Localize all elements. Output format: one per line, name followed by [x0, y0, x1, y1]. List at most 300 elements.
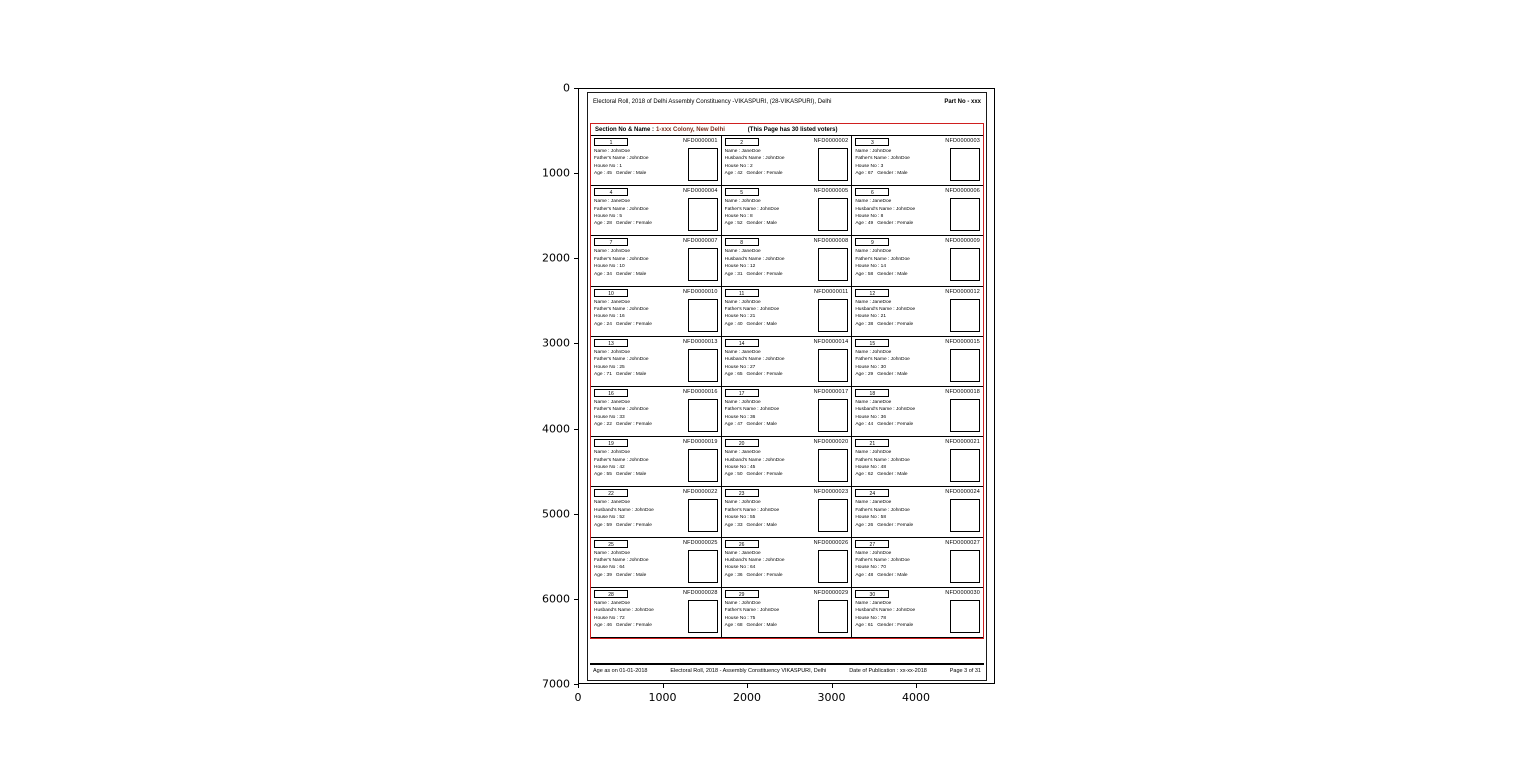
voter-name-line: Name : JohnDoe	[724, 400, 761, 405]
photo-placeholder	[950, 499, 980, 532]
relation-name-line: Father's Name : JohnDoe	[594, 357, 649, 363]
relation-name-line: Husband's Name : JohnDoe	[594, 507, 654, 513]
relation-name-line: Husband's Name : JohnDoe	[724, 558, 785, 564]
voter-fields	[855, 299, 915, 332]
relation-name-line: Father's Name : JohnDoe	[855, 457, 910, 463]
photo-placeholder	[818, 550, 848, 583]
x-tick-label: 1000	[648, 691, 677, 704]
relation-name-line: Father's Name : JohnDoe	[855, 507, 910, 513]
y-tick-label: 6000	[542, 592, 570, 606]
serial-number-box: 17	[725, 389, 759, 397]
photo-placeholder	[818, 600, 848, 633]
card-body	[725, 349, 849, 382]
photo-placeholder	[688, 399, 718, 432]
age-gender-line: Age : 49 Gender : Female	[855, 221, 914, 227]
serial-number-box: 23	[725, 489, 759, 497]
serial-number-box: 19	[594, 439, 628, 447]
relation-name-line: Father's Name : JohnDoe	[594, 307, 649, 313]
serial-number-box: 24	[855, 489, 889, 497]
y-tick-label: 1000	[542, 166, 570, 180]
voter-card	[852, 337, 983, 387]
age-gender-line: Age : 40 Gender : Male	[724, 321, 777, 327]
footer-center: Electoral Roll, 2018 - Assembly Constituency VIKASPURI, Delhi	[670, 668, 827, 674]
card-top-row	[855, 339, 980, 347]
house-number-line: House No : 25	[594, 364, 625, 370]
age-gender-line: Age : 24 Gender : Female	[594, 321, 652, 327]
card-top-row	[725, 289, 849, 297]
y-tick-mark	[574, 514, 578, 515]
y-tick-label: 7000	[542, 677, 570, 691]
x-tick-label: 4000	[902, 691, 930, 704]
voter-name-line: Name : JaneDoe	[855, 400, 892, 405]
age-gender-line: Age : 58 Gender : Male	[855, 271, 908, 277]
serial-number-box: 15	[855, 339, 889, 347]
photo-placeholder	[688, 198, 718, 231]
relation-name-line: Father's Name : JohnDoe	[855, 156, 910, 162]
serial-number-box: 30	[855, 590, 889, 598]
card-top-row	[594, 138, 718, 146]
house-number-line: House No : 33	[594, 414, 625, 420]
age-gender-line: Age : 48 Gender : Male	[855, 572, 908, 578]
voter-card	[852, 487, 983, 537]
voter-name-line: Name : JaneDoe	[724, 450, 761, 456]
card-top-row	[725, 138, 849, 146]
epic-number: NFD0000015	[945, 338, 980, 345]
epic-number: NFD0000020	[813, 439, 849, 446]
house-number-line: House No : 48	[855, 465, 886, 471]
y-tick-mark	[574, 429, 578, 430]
y-tick-mark	[574, 258, 578, 259]
photo-placeholder	[688, 248, 718, 281]
epic-number: NFD0000008	[813, 238, 849, 245]
card-top-row	[594, 540, 718, 548]
card-body	[855, 198, 980, 231]
voter-fields	[725, 499, 780, 532]
card-body	[725, 299, 849, 332]
serial-number-box: 10	[594, 289, 628, 297]
photo-placeholder	[950, 299, 980, 332]
serial-number-box: 18	[855, 389, 889, 397]
voter-fields	[725, 198, 780, 231]
voter-fields	[594, 349, 649, 382]
voter-name-line: Name : JaneDoe	[855, 299, 892, 305]
voter-name-line: Name : JohnDoe	[724, 199, 761, 205]
age-gender-line: Age : 61 Gender : Female	[855, 623, 914, 629]
house-number-line: House No : 14	[855, 264, 886, 270]
voter-name-line: Name : JaneDoe	[724, 249, 761, 255]
voter-fields	[855, 349, 910, 382]
voter-card	[852, 437, 983, 487]
voter-card	[852, 387, 983, 437]
voter-fields	[725, 600, 780, 633]
photo-placeholder	[950, 550, 980, 583]
voter-fields	[855, 600, 915, 633]
age-gender-line: Age : 42 Gender : Female	[724, 171, 783, 177]
age-gender-line: Age : 46 Gender : Female	[594, 623, 652, 629]
house-number-line: House No : 1	[594, 163, 622, 169]
photo-placeholder	[818, 248, 848, 281]
age-gender-line: Age : 28 Gender : Female	[594, 221, 652, 227]
card-top-row	[855, 540, 980, 548]
voter-name-line: Name : JohnDoe	[855, 450, 892, 456]
age-gender-line: Age : 71 Gender : Male	[594, 372, 647, 378]
voter-name-line: Name : JohnDoe	[594, 349, 630, 355]
y-tick-mark	[574, 343, 578, 344]
photo-placeholder	[688, 600, 718, 633]
age-gender-line: Age : 59 Gender : Female	[594, 522, 652, 528]
epic-number: NFD0000029	[813, 589, 849, 596]
serial-number-box: 21	[855, 439, 889, 447]
card-body	[594, 248, 718, 281]
voter-fields	[855, 399, 915, 432]
voter-fields	[725, 550, 785, 583]
epic-number: NFD0000018	[945, 389, 980, 395]
relation-name-line: Father's Name : JohnDoe	[594, 457, 649, 463]
card-top-row	[725, 389, 849, 397]
epic-number: NFD0000028	[682, 589, 718, 596]
y-tick-mark	[574, 173, 578, 174]
serial-number-box: 27	[855, 540, 889, 548]
card-top-row	[594, 188, 718, 196]
card-body	[855, 449, 980, 482]
voter-grid	[591, 135, 983, 638]
photo-placeholder	[818, 499, 848, 532]
card-body	[855, 299, 980, 332]
voter-card	[591, 186, 722, 236]
epic-number: NFD0000010	[682, 288, 718, 295]
card-body	[725, 449, 849, 482]
house-number-line: House No : 8	[855, 214, 884, 220]
serial-number-box: 16	[594, 389, 628, 397]
card-body	[594, 600, 718, 633]
relation-name-line: Father's Name : JohnDoe	[594, 407, 649, 413]
serial-number-box: 1	[594, 138, 628, 146]
serial-number-box: 26	[725, 540, 759, 548]
voter-name-line: Name : JohnDoe	[855, 149, 892, 154]
house-number-line: House No : 52	[594, 515, 625, 521]
relation-name-line: Father's Name : JohnDoe	[724, 507, 780, 513]
card-top-row	[725, 590, 849, 598]
relation-name-line: Husband's Name : JohnDoe	[724, 156, 785, 162]
age-gender-line: Age : 44 Gender : Female	[855, 422, 914, 428]
epic-number: NFD0000023	[813, 489, 849, 496]
house-number-line: House No : 21	[855, 314, 886, 320]
voter-name-line: Name : JaneDoe	[594, 400, 630, 405]
card-body	[725, 550, 849, 583]
epic-number: NFD0000017	[813, 389, 849, 395]
card-top-row	[855, 489, 980, 497]
voter-fields	[725, 399, 780, 432]
photo-placeholder	[950, 349, 980, 382]
house-number-line: House No : 72	[594, 615, 625, 621]
voter-name-line: Name : JohnDoe	[594, 450, 630, 456]
voter-fields	[855, 550, 910, 583]
relation-name-line: Father's Name : JohnDoe	[855, 357, 910, 363]
card-body	[594, 399, 718, 432]
card-top-row	[855, 138, 980, 146]
voter-card	[722, 387, 853, 437]
relation-name-line: Father's Name : JohnDoe	[594, 256, 649, 262]
voter-fields	[594, 550, 649, 583]
house-number-line: House No : 58	[855, 515, 886, 521]
card-body	[594, 198, 718, 231]
footer-left: Age as on 01-01-2018	[593, 668, 648, 674]
relation-name-line: Husband's Name : JohnDoe	[855, 206, 916, 212]
voter-fields	[594, 248, 649, 281]
relation-name-line: Father's Name : JohnDoe	[724, 307, 780, 313]
voter-fields	[725, 299, 780, 332]
age-gender-line: Age : 62 Gender : Male	[855, 472, 908, 478]
epic-number: NFD0000002	[813, 138, 849, 144]
card-top-row	[594, 439, 718, 447]
x-tick-label: 0	[574, 691, 582, 704]
age-gender-line: Age : 50 Gender : Female	[724, 472, 783, 478]
house-number-line: House No : 45	[724, 465, 756, 471]
voter-fields	[594, 449, 649, 482]
house-number-line: House No : 36	[855, 414, 886, 420]
x-tick-mark	[832, 684, 833, 688]
epic-number: NFD0000006	[945, 188, 980, 195]
house-number-line: House No : 70	[855, 565, 886, 571]
epic-number: NFD0000014	[813, 338, 849, 345]
epic-number: NFD0000013	[682, 338, 718, 345]
footer-right2: Date of Publication : xx-xx-2018	[849, 668, 927, 674]
voter-card	[722, 136, 853, 186]
voter-card	[852, 588, 983, 638]
voter-name-line: Name : JohnDoe	[724, 500, 761, 506]
card-body	[594, 449, 718, 482]
x-tick-label: 2000	[733, 691, 761, 704]
card-top-row	[725, 439, 849, 447]
photo-placeholder	[818, 299, 848, 332]
footer-page: Page 3 of 31	[949, 668, 981, 674]
voter-name-line: Name : JaneDoe	[724, 149, 761, 154]
card-top-row	[855, 590, 980, 598]
section-header-row	[591, 124, 983, 135]
document-footer	[593, 668, 981, 674]
epic-number: NFD0000024	[945, 489, 980, 496]
serial-number-box: 8	[725, 238, 759, 246]
voter-name-line: Name : JohnDoe	[724, 299, 761, 305]
photo-placeholder	[818, 198, 848, 231]
house-number-line: House No : 16	[594, 314, 625, 320]
age-gender-line: Age : 29 Gender : Male	[855, 372, 908, 378]
card-top-row	[594, 590, 718, 598]
part-number: Part No - xxx	[944, 99, 981, 105]
y-tick-label: 5000	[542, 507, 570, 521]
age-gender-line: Age : 38 Gender : Female	[855, 321, 914, 327]
relation-name-line: Husband's Name : JohnDoe	[724, 357, 785, 363]
relation-name-line: Husband's Name : JohnDoe	[724, 256, 785, 262]
voter-card	[722, 287, 853, 337]
photo-placeholder	[688, 349, 718, 382]
house-number-line: House No : 64	[724, 565, 756, 571]
age-gender-line: Age : 52 Gender : Male	[724, 221, 777, 227]
house-number-line: House No : 12	[724, 264, 756, 270]
voter-fields	[855, 148, 910, 181]
relation-name-line: Husband's Name : JohnDoe	[855, 307, 916, 313]
serial-number-box: 4	[594, 188, 628, 196]
serial-number-box: 3	[855, 138, 889, 146]
photo-placeholder	[950, 248, 980, 281]
photo-placeholder	[818, 399, 848, 432]
voter-card	[591, 387, 722, 437]
house-number-line: House No : 42	[594, 465, 625, 471]
card-top-row	[855, 439, 980, 447]
voter-name-line: Name : JohnDoe	[594, 249, 630, 255]
voter-card	[852, 186, 983, 236]
card-body	[594, 550, 718, 583]
serial-number-box: 14	[725, 339, 759, 347]
relation-name-line: Father's Name : JohnDoe	[855, 256, 910, 262]
voter-name-line: Name : JohnDoe	[594, 149, 630, 154]
voter-card	[591, 287, 722, 337]
age-gender-line: Age : 68 Gender : Male	[724, 623, 777, 629]
voter-name-line: Name : JohnDoe	[724, 600, 761, 606]
house-number-line: House No : 10	[594, 264, 625, 270]
relation-name-line: Father's Name : JohnDoe	[724, 407, 780, 413]
voter-card	[591, 236, 722, 286]
voter-name-line: Name : JohnDoe	[855, 349, 892, 355]
relation-name-line: Father's Name : JohnDoe	[594, 156, 649, 162]
voter-fields	[594, 399, 652, 432]
epic-number: NFD0000021	[945, 439, 980, 446]
document-title: Electoral Roll, 2018 of Delhi Assembly Constituency -VIKASPURI, (28-VIKASPURI), Delhi	[593, 99, 832, 105]
voter-card	[852, 136, 983, 186]
photo-placeholder	[688, 550, 718, 583]
electoral-roll-page	[587, 92, 987, 681]
card-body	[594, 299, 718, 332]
card-body	[594, 148, 718, 181]
y-tick-label: 3000	[542, 336, 570, 350]
voter-fields	[594, 600, 654, 633]
epic-number: NFD0000030	[945, 589, 980, 596]
voter-fields	[725, 248, 785, 281]
epic-number: NFD0000003	[945, 138, 980, 144]
card-top-row	[594, 339, 718, 347]
serial-number-box: 22	[594, 489, 628, 497]
epic-number: NFD0000007	[682, 238, 718, 245]
voter-fields	[855, 198, 915, 231]
card-top-row	[594, 389, 718, 397]
card-body	[855, 248, 980, 281]
card-top-row	[725, 188, 849, 196]
voter-fields	[855, 248, 910, 281]
voter-fields	[725, 148, 785, 181]
relation-name-line: Father's Name : JohnDoe	[594, 206, 649, 212]
serial-number-box: 29	[725, 590, 759, 598]
photo-placeholder	[950, 198, 980, 231]
voter-name-line: Name : JaneDoe	[594, 500, 630, 506]
epic-number: NFD0000004	[682, 188, 718, 195]
card-body	[725, 148, 849, 181]
photo-placeholder	[688, 499, 718, 532]
voter-name-line: Name : JohnDoe	[594, 550, 630, 556]
serial-number-box: 9	[855, 238, 889, 246]
document-header	[593, 99, 981, 106]
y-tick-mark	[574, 599, 578, 600]
card-top-row	[855, 289, 980, 297]
card-body	[594, 499, 718, 532]
card-top-row	[855, 188, 980, 196]
voter-card	[591, 538, 722, 588]
voter-name-line: Name : JaneDoe	[594, 600, 630, 606]
photo-placeholder	[950, 600, 980, 633]
epic-number: NFD0000012	[945, 288, 980, 295]
serial-number-box: 11	[725, 289, 759, 297]
voter-card	[722, 588, 853, 638]
photo-placeholder	[950, 449, 980, 482]
age-gender-line: Age : 55 Gender : Male	[594, 472, 647, 478]
age-gender-line: Age : 67 Gender : Male	[855, 171, 908, 177]
photo-placeholder	[950, 148, 980, 181]
x-tick-mark	[747, 684, 748, 688]
y-tick-mark	[574, 88, 578, 89]
voter-card	[591, 337, 722, 387]
epic-number: NFD0000019	[682, 439, 718, 446]
age-gender-line: Age : 26 Gender : Female	[855, 522, 914, 528]
voter-name-line: Name : JaneDoe	[855, 600, 892, 606]
y-tick-label: 0	[563, 81, 570, 95]
serial-number-box: 7	[594, 238, 628, 246]
card-top-row	[725, 238, 849, 246]
age-gender-line: Age : 47 Gender : Male	[724, 422, 777, 428]
house-number-line: House No : 30	[855, 364, 886, 370]
house-number-line: House No : 36	[724, 414, 756, 420]
epic-number: NFD0000027	[945, 539, 980, 546]
card-top-row	[855, 389, 980, 397]
voter-fields	[855, 499, 913, 532]
voter-fields	[594, 299, 652, 332]
voter-name-line: Name : JohnDoe	[855, 249, 892, 255]
relation-name-line: Husband's Name : JohnDoe	[855, 608, 916, 614]
age-gender-line: Age : 36 Gender : Female	[724, 572, 783, 578]
voter-fields	[725, 449, 785, 482]
voter-name-line: Name : JaneDoe	[724, 349, 761, 355]
card-top-row	[594, 289, 718, 297]
voter-fields	[725, 349, 785, 382]
epic-number: NFD0000009	[945, 238, 980, 245]
house-number-line: House No : 55	[724, 515, 756, 521]
voter-card	[722, 337, 853, 387]
card-body	[725, 399, 849, 432]
section-label: Section No & Name :	[595, 126, 655, 133]
photo-placeholder	[688, 299, 718, 332]
photo-placeholder	[688, 148, 718, 181]
serial-number-box: 20	[725, 439, 759, 447]
card-body	[725, 499, 849, 532]
card-body	[855, 550, 980, 583]
card-body	[855, 148, 980, 181]
voter-section-outline	[590, 123, 984, 639]
age-gender-line: Age : 31 Gender : Female	[724, 271, 783, 277]
epic-number: NFD0000011	[814, 288, 849, 295]
voter-name-line: Name : JaneDoe	[594, 199, 630, 205]
voter-card	[852, 236, 983, 286]
house-number-line: House No : 3	[855, 163, 884, 169]
x-tick-mark	[578, 684, 579, 688]
serial-number-box: 13	[594, 339, 628, 347]
card-top-row	[725, 339, 849, 347]
age-gender-line: Age : 34 Gender : Male	[594, 271, 647, 277]
age-gender-line: Age : 65 Gender : Female	[724, 372, 783, 378]
house-number-line: House No : 75	[724, 615, 756, 621]
card-top-row	[725, 489, 849, 497]
card-body	[855, 600, 980, 633]
voter-name-line: Name : JaneDoe	[724, 550, 761, 556]
voter-card	[722, 236, 853, 286]
epic-number: NFD0000026	[813, 539, 849, 546]
